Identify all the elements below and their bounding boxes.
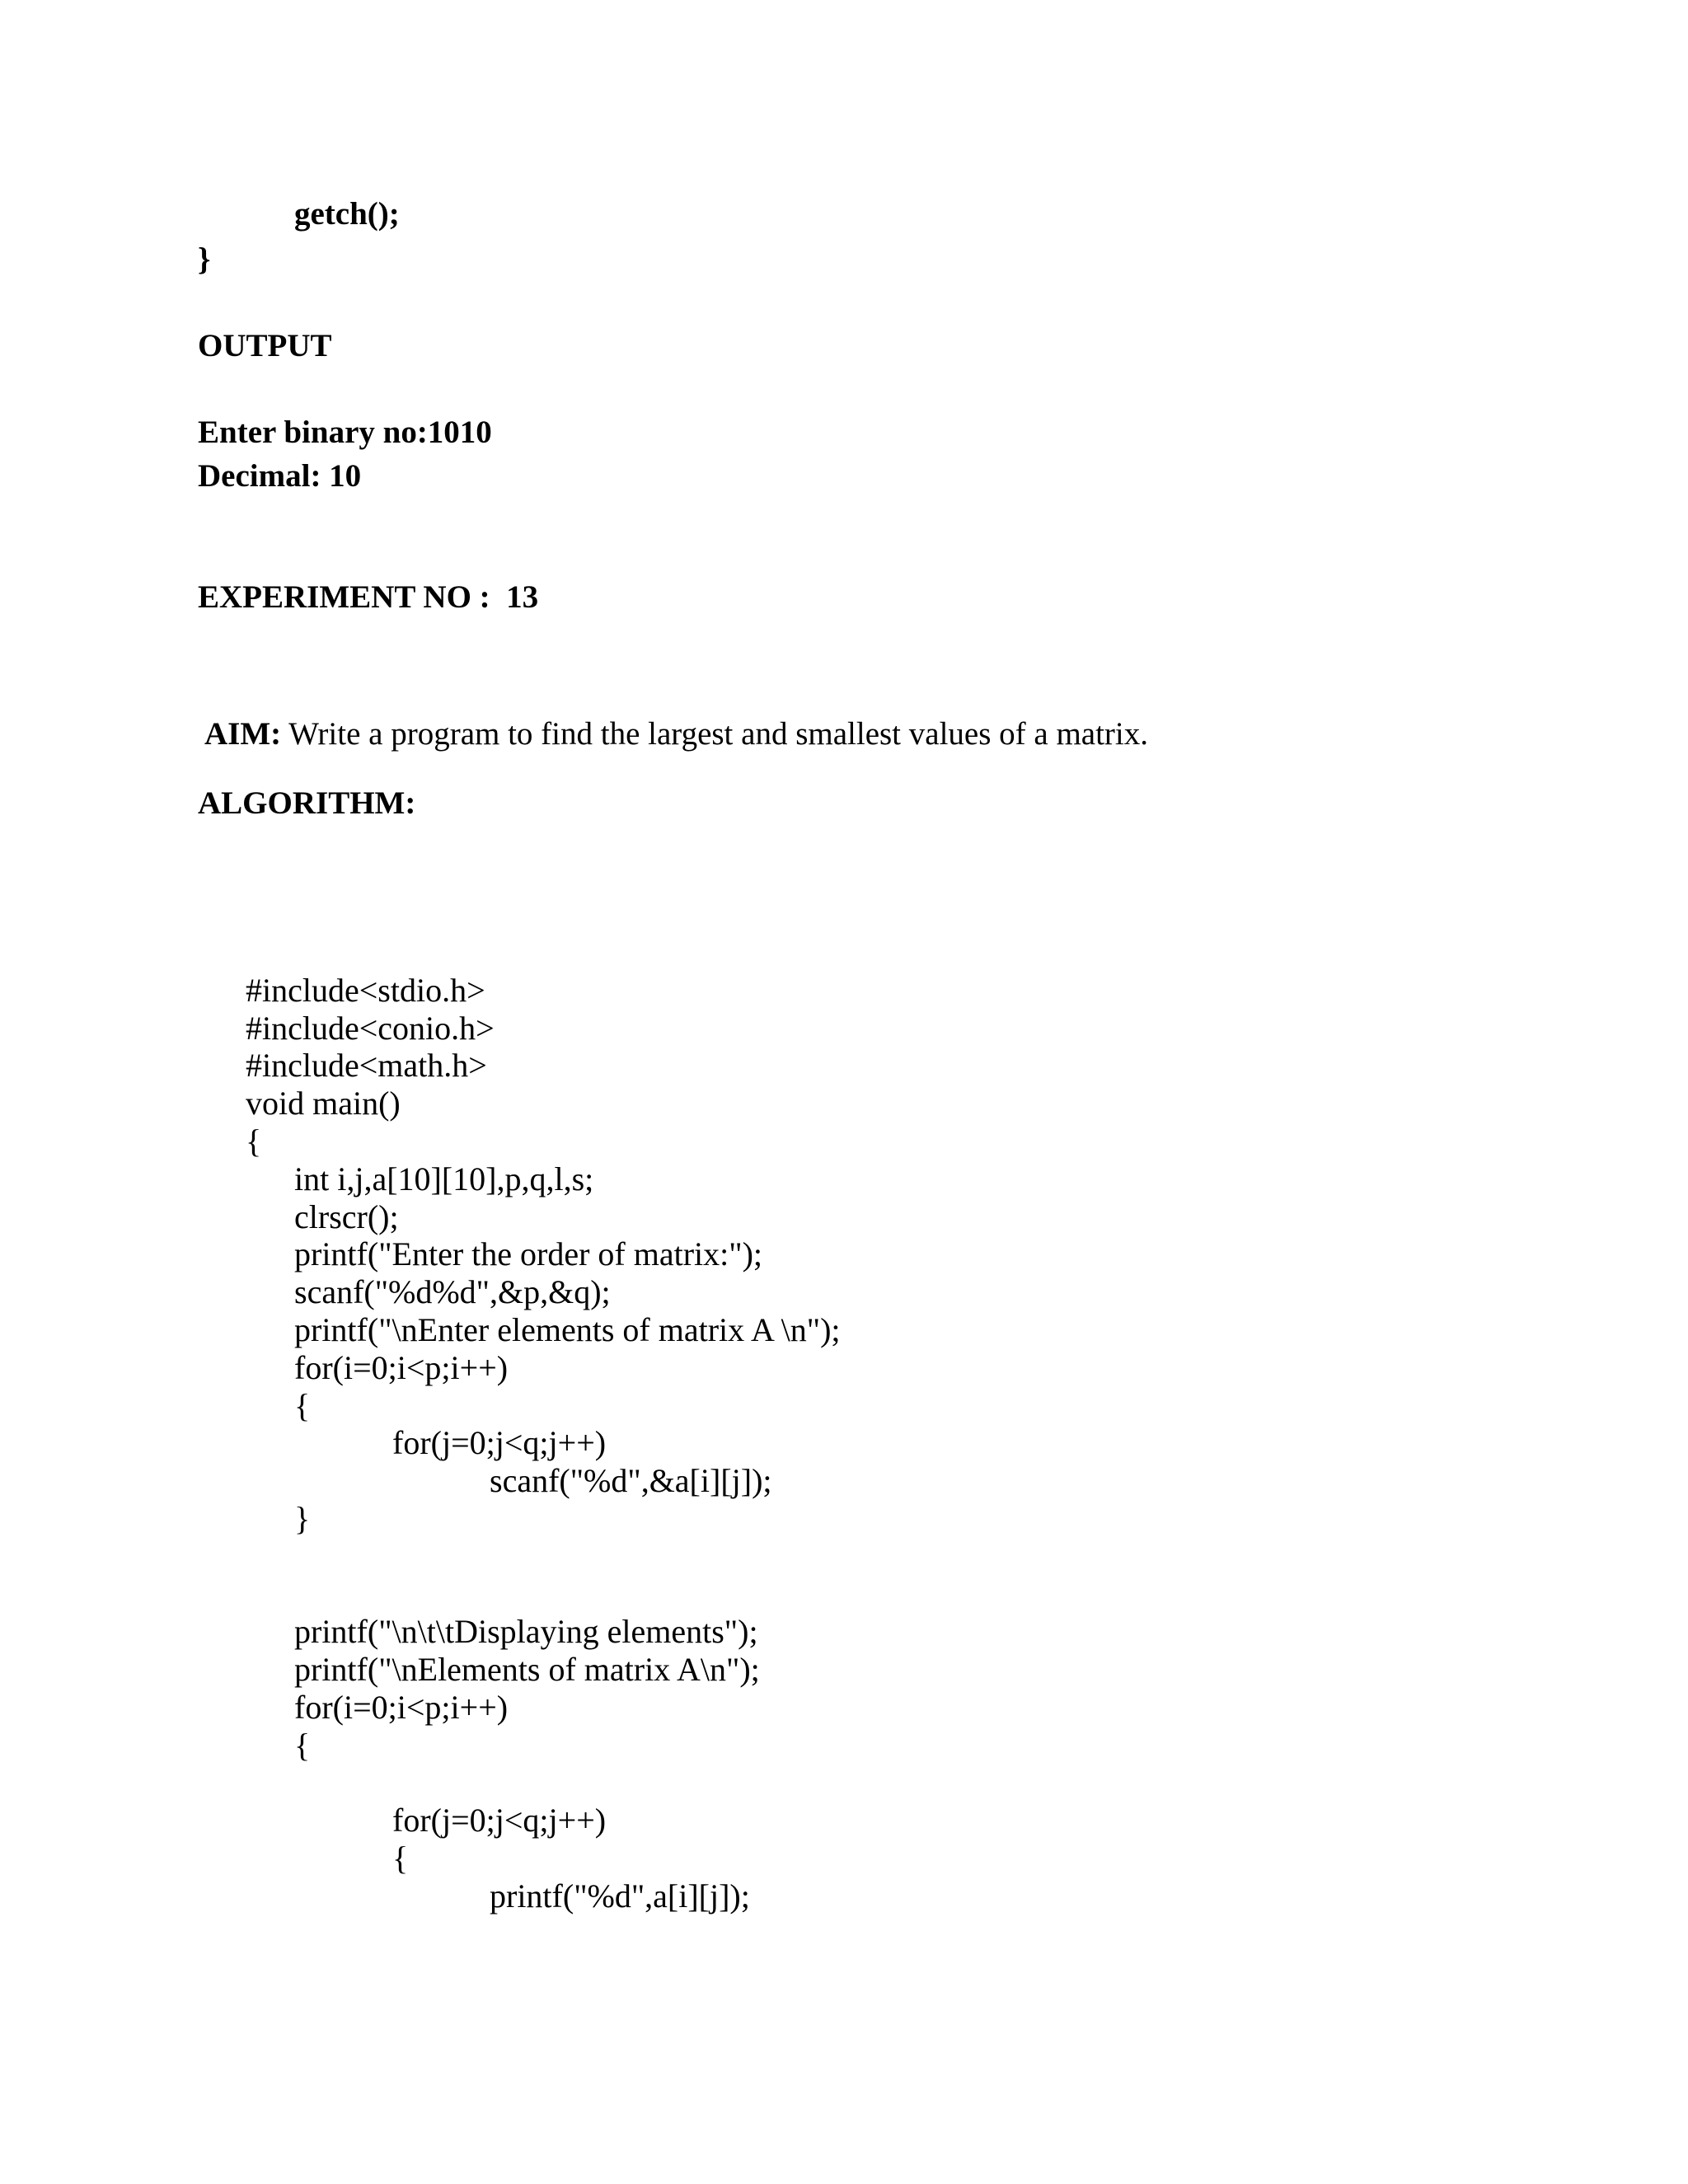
- code-line: #include<conio.h>: [246, 1010, 495, 1047]
- code-line: {: [294, 1727, 311, 1764]
- experiment-heading: EXPERIMENT NO : 13: [198, 579, 539, 615]
- code-line: #include<stdio.h>: [246, 972, 485, 1009]
- code-line: #include<math.h>: [246, 1047, 487, 1084]
- code-line: for(i=0;i<p;i++): [294, 1349, 509, 1386]
- code-line: for(i=0;i<p;i++): [294, 1689, 509, 1726]
- code-line: {: [392, 1840, 409, 1877]
- code-line: printf("Enter the order of matrix:");: [294, 1235, 763, 1272]
- aim-line: [198, 705, 1148, 750]
- code-line: for(j=0;j<q;j++): [392, 1424, 607, 1461]
- code-line: printf("%d",a[i][j]);: [490, 1877, 750, 1915]
- code-line: printf("\nElements of matrix A\n");: [294, 1651, 760, 1688]
- aim-label: AIM:: [204, 716, 282, 752]
- output-heading: OUTPUT: [198, 328, 332, 363]
- algorithm-heading: ALGORITHM:: [198, 785, 416, 821]
- closing-brace: }: [198, 241, 211, 277]
- code-line: for(j=0;j<q;j++): [392, 1802, 607, 1839]
- code-line: printf("\nEnter elements of matrix A \n");: [294, 1311, 841, 1348]
- code-line: int i,j,a[10][10],p,q,l,s;: [294, 1160, 594, 1197]
- output-line-1: Enter binary no:1010: [198, 415, 492, 450]
- aim-text: Write a program to find the largest and smallest values of a matrix.: [281, 716, 1148, 752]
- code-line: {: [246, 1122, 262, 1160]
- code-line: scanf("%d",&a[i][j]);: [490, 1462, 772, 1499]
- getch-line: getch();: [294, 196, 400, 232]
- code-line: {: [294, 1387, 311, 1424]
- code-line: clrscr();: [294, 1198, 399, 1235]
- output-line-2: Decimal: 10: [198, 458, 362, 494]
- code-line: void main(): [246, 1085, 401, 1122]
- code-line: scanf("%d%d",&p,&q);: [294, 1273, 611, 1310]
- code-line: printf("\n\t\tDisplaying elements");: [294, 1613, 758, 1650]
- code-line: }: [294, 1500, 311, 1537]
